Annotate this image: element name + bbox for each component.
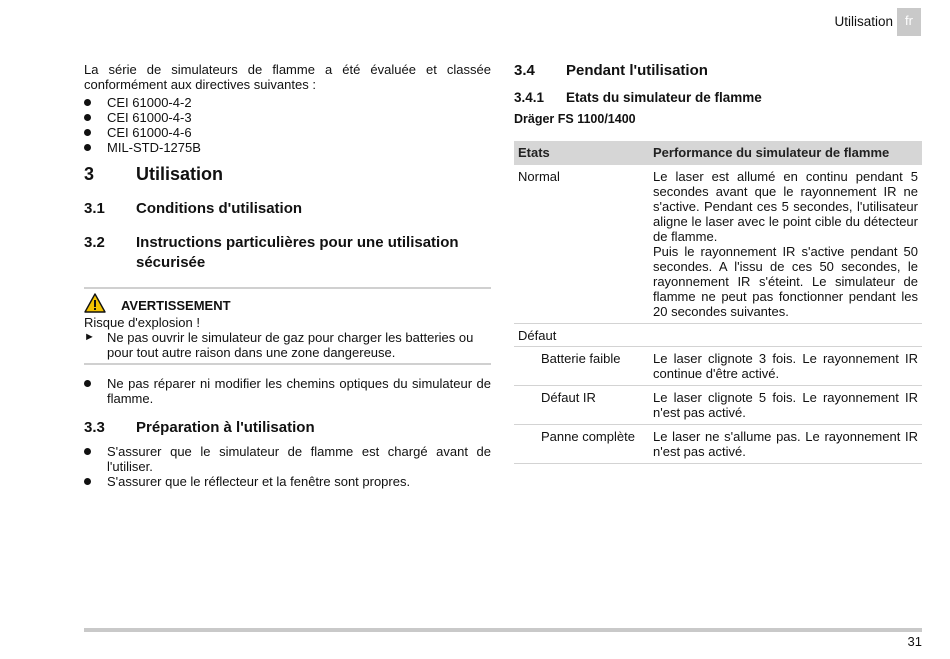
table-row: [514, 425, 922, 464]
language-tab: fr: [897, 8, 921, 36]
warning-bottom-rule: [84, 363, 491, 365]
bullet-icon: [84, 380, 91, 387]
instruction-list: [84, 376, 491, 406]
table-row: [514, 165, 922, 324]
page-number: 31: [907, 634, 922, 649]
warning-risk: Risque d'explosion !: [84, 315, 200, 330]
bullet-icon: [84, 144, 91, 151]
state-cell: Défaut: [518, 328, 557, 343]
list-item: S'assurer que le simulateur de flamme est chargé avant de l'utiliser.: [84, 444, 491, 474]
performance-cell: Le laser clignote 5 fois. Le rayonnement IR n'est pas activé.: [653, 390, 918, 420]
list-item: Ne pas réparer ni modifier les chemins optiques du simulateur de flamme.: [84, 376, 491, 406]
section-heading-3-1: 3.1 Conditions d'utilisation: [84, 200, 303, 217]
performance-cell: Le laser clignote 3 fois. Le rayonnement IR continue d'être activé.: [653, 351, 918, 381]
list-item: S'assurer que le réflecteur et la fenêtre sont propres.: [84, 474, 491, 489]
section-heading-3-4-1: 3.4.1 Etats du simulateur de flamme: [514, 90, 762, 105]
table-row: [514, 324, 922, 347]
state-cell: Panne complète: [541, 429, 635, 444]
preparation-list: [84, 444, 491, 489]
warning-icon: [84, 293, 106, 313]
section-heading-3: 3 Utilisation: [84, 164, 224, 184]
footer-rule: [84, 628, 922, 632]
running-header-title: Utilisation: [834, 14, 893, 29]
intro-paragraph: La série de simulateurs de flamme a été évaluée et classée conformément aux directives suivantes :: [84, 62, 491, 92]
bullet-icon: [84, 129, 91, 136]
section-heading-3-2: 3.2 Instructions particulières pour une utilisation sécurisée: [84, 234, 459, 271]
column-header-states: Etats: [518, 145, 550, 160]
list-item: CEI 61000-4-2: [84, 95, 491, 110]
warning-action: ► Ne pas ouvrir le simulateur de gaz pour charger les batteries ou pour tout autre raison dans une zone dangereuse.: [84, 330, 474, 360]
state-cell: Défaut IR: [541, 390, 596, 405]
warning-label: AVERTISSEMENT: [121, 298, 231, 313]
column-header-performance: Performance du simulateur de flamme: [653, 145, 890, 160]
section-heading-3-3: 3.3 Préparation à l'utilisation: [84, 419, 315, 436]
list-item: CEI 61000-4-3: [84, 110, 491, 125]
list-item: MIL-STD-1275B: [84, 140, 491, 155]
bullet-icon: [84, 114, 91, 121]
performance-cell: Le laser est allumé en continu pendant 5 secondes avant que le rayonnement IR ne s'active. Pendant ces 5 secondes, l'utilisateur aligne le laser avec le point cible du détecteur de flamme.: [653, 169, 918, 244]
bullet-icon: [84, 478, 91, 485]
warning-top-rule: [84, 287, 491, 289]
arrow-right-icon: ►: [84, 331, 95, 343]
performance-cell-continued: Puis le rayonnement IR s'active pendant 50 secondes. A l'issu de ces 50 secondes, le rayonnement IR s'éteint. Le simulateur de flamme ne peut pas fonctionner pendant les 20 secondes suivantes.: [653, 244, 918, 319]
table-row: [514, 386, 922, 425]
bullet-icon: [84, 448, 91, 455]
list-item: CEI 61000-4-6: [84, 125, 491, 140]
standards-list: [84, 95, 491, 155]
table-header-row: [514, 141, 922, 165]
device-name: Dräger FS 1100/1400: [514, 112, 636, 126]
table-row: [514, 347, 922, 386]
state-cell: Batterie faible: [541, 351, 621, 366]
section-heading-3-4: 3.4 Pendant l'utilisation: [514, 62, 708, 79]
state-cell: Normal: [518, 169, 560, 184]
performance-cell: Le laser ne s'allume pas. Le rayonnement IR n'est pas activé.: [653, 429, 918, 459]
bullet-icon: [84, 99, 91, 106]
states-table: [514, 141, 922, 464]
